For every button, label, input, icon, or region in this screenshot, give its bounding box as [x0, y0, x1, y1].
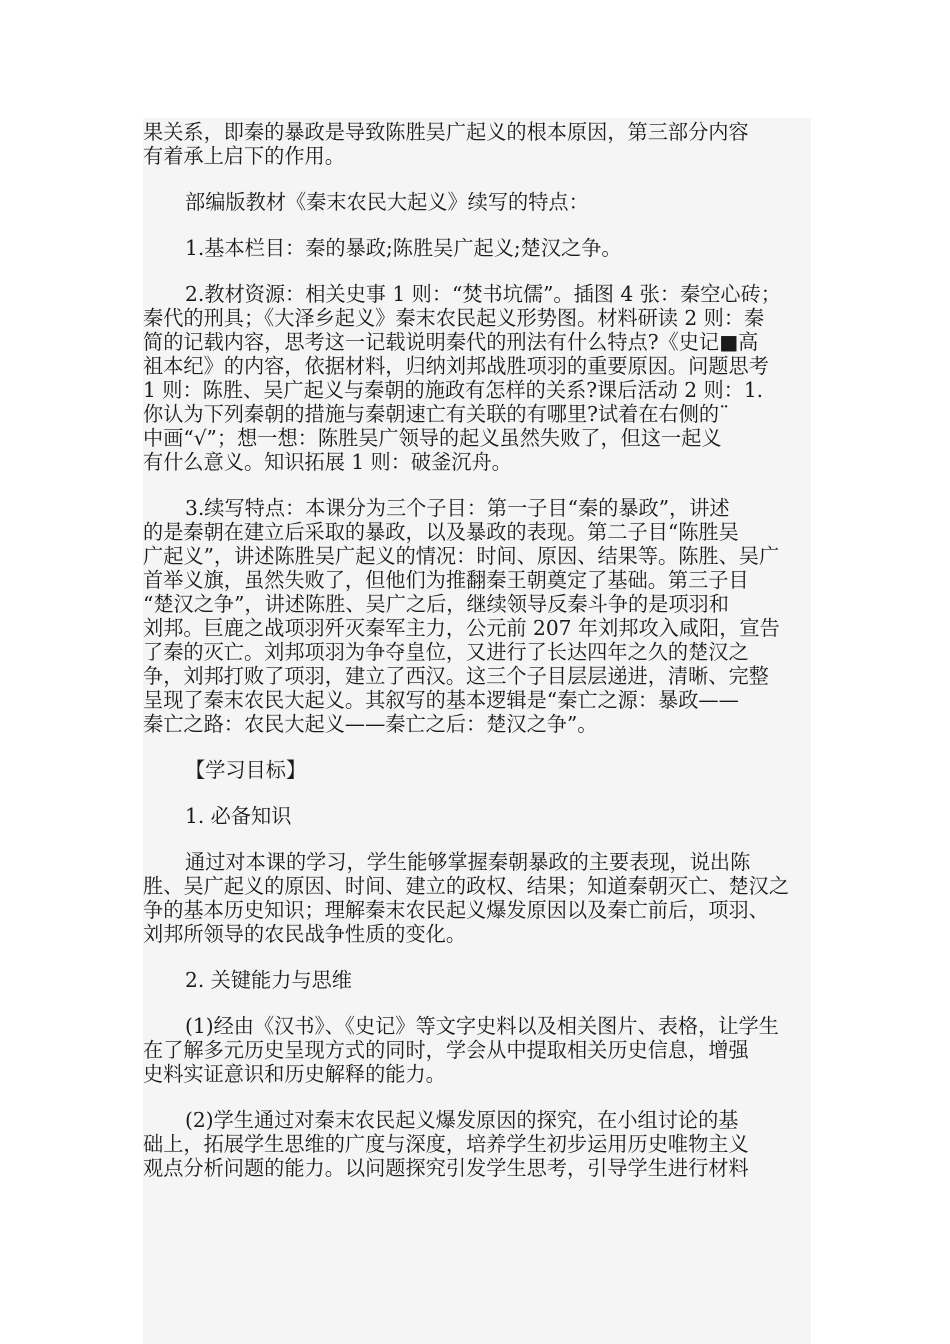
- text-line: 1 则：陈胜、吴广起义与秦朝的施政有怎样的关系?课后活动 2 则：1.: [143, 378, 764, 402]
- section-heading: 【学习目标】: [185, 758, 307, 782]
- paragraph-writing-features: [143, 496, 811, 736]
- text-line: 3.续写特点：本课分为三个子目：第一子目“秦的暴政”，讲述: [185, 496, 730, 520]
- text-line: “楚汉之争”，讲述陈胜、吴广之后，继续领导反秦斗争的是项羽和: [143, 592, 729, 616]
- text-line: 有什么意义。知识拓展 1 则：破釜沉舟。: [143, 450, 512, 474]
- text-line: 简的记载内容，思考这一记载说明秦代的刑法有什么特点?《史记■高: [143, 330, 759, 354]
- paragraph-features-title: [143, 190, 811, 214]
- text-line: 你认为下列秦朝的措施与秦朝速亡有关联的有哪里?试着在右侧的¨: [143, 402, 730, 426]
- text-line: 的是秦朝在建立后采取的暴政，以及暴政的表现。第二子目“陈胜吴: [143, 520, 739, 544]
- paragraph-intro-continuation: [143, 120, 811, 168]
- text-line: 秦代的刑具；《大泽乡起义》秦末农民起义形势图。材料研读 2 则：秦: [143, 306, 765, 330]
- text-line: 祖本纪》的内容，依据材料，归纳刘邦战胜项羽的重要原因。问题思考: [143, 354, 769, 378]
- text-line: 刘邦。巨鹿之战项羽歼灭秦军主力，公元前 207 年刘邦攻入咸阳，宣告: [143, 616, 780, 640]
- text-line: 2.教材资源：相关史事 1 则：“焚书坑儒”。插图 4 张：秦空心砖；: [185, 282, 781, 306]
- subsection-heading: 2. 关键能力与思维: [185, 968, 352, 992]
- text-line: 中画“√”；想一想：陈胜吴广领导的起义虽然失败了，但这一起义: [143, 426, 722, 450]
- text-line: 史料实证意识和历史解释的能力。: [143, 1062, 446, 1086]
- text-line: 础上，拓展学生思维的广度与深度，培养学生初步运用历史唯物主义: [143, 1132, 749, 1156]
- paragraph-basic-columns: [143, 236, 811, 260]
- paragraph-ability-1: [143, 1014, 811, 1086]
- text-line: 刘邦所领导的农民战争性质的变化。: [143, 922, 467, 946]
- text-line: 争，刘邦打败了项羽，建立了西汉。这三个子目层层递进，清晰、完整: [143, 664, 769, 688]
- text-line: 了秦的灭亡。刘邦项羽为争夺皇位，又进行了长达四年之久的楚汉之: [143, 640, 749, 664]
- paragraph-ability-2: [143, 1108, 811, 1180]
- text-line: 果关系，即秦的暴政是导致陈胜吴广起义的根本原因，第三部分内容: [143, 120, 749, 144]
- text-line: 广起义”，讲述陈胜吴广起义的情况：时间、原因、结果等。陈胜、吴广: [143, 544, 780, 568]
- document-body: [143, 120, 811, 1202]
- text-line: 1.基本栏目：秦的暴政;陈胜吴广起义;楚汉之争。: [185, 236, 622, 260]
- text-line: 在了解多元历史呈现方式的同时，学会从中提取相关历史信息，增强: [143, 1038, 749, 1062]
- text-line: 观点分析问题的能力。以问题探究引发学生思考，引导学生进行材料: [143, 1156, 749, 1180]
- text-line: (1)经由《汉书》、《史记》等文字史料以及相关图片、表格，让学生: [185, 1014, 779, 1038]
- text-line: 有着承上启下的作用。: [143, 144, 345, 168]
- paragraph-essential-knowledge: [143, 850, 811, 946]
- text-line: 呈现了秦末农民大起义。其叙写的基本逻辑是“秦亡之源：暴政——: [143, 688, 739, 712]
- text-line: (2)学生通过对秦末农民起义爆发原因的探究，在小组讨论的基: [185, 1108, 739, 1132]
- key-abilities-heading: [143, 968, 811, 992]
- text-line: 胜、吴广起义的原因、时间、建立的政权、结果；知道秦朝灭亡、楚汉之: [143, 874, 790, 898]
- subsection-heading: 1. 必备知识: [185, 804, 292, 828]
- essential-knowledge-heading: [143, 804, 811, 828]
- text-line: 争的基本历史知识；理解秦末农民起义爆发原因以及秦亡前后，项羽、: [143, 898, 769, 922]
- text-line: 首举义旗，虽然失败了，但他们为推翻秦王朝奠定了基础。第三子目: [143, 568, 749, 592]
- learning-goals-heading: [143, 758, 811, 782]
- paragraph-textbook-resources: [143, 282, 811, 474]
- text-line: 通过对本课的学习，学生能够掌握秦朝暴政的主要表现，说出陈: [185, 850, 751, 874]
- text-line: 部编版教材《秦末农民大起义》续写的特点：: [185, 190, 589, 214]
- text-line: 秦亡之路：农民大起义——秦亡之后：楚汉之争”。: [143, 712, 598, 736]
